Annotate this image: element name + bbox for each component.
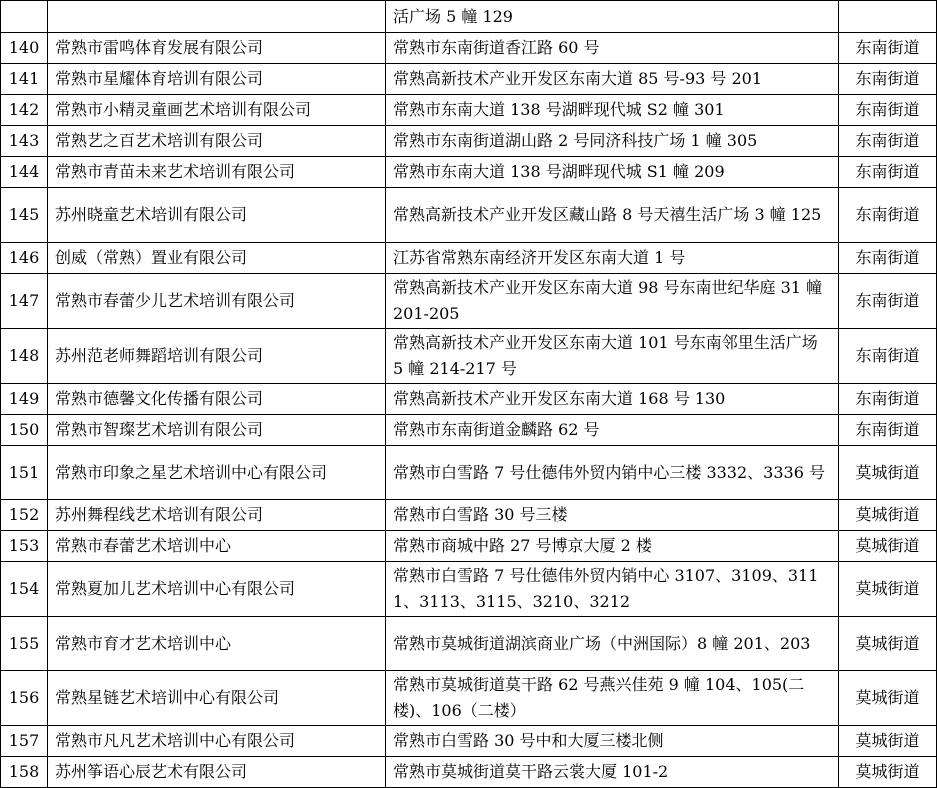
company-name: 常熟市小精灵童画艺术培训有限公司 (48, 95, 386, 126)
company-name: 创威（常熟）置业有限公司 (48, 243, 386, 274)
company-name: 常熟市凡凡艺术培训中心有限公司 (48, 726, 386, 757)
row-number: 157 (1, 726, 48, 757)
company-name: 常熟市育才艺术培训中心 (48, 617, 386, 671)
company-address: 活广场 5 幢 129 (386, 1, 839, 33)
row-number: 155 (1, 617, 48, 671)
subdistrict: 东南街道 (839, 188, 937, 243)
company-address: 常熟市商城中路 27 号博京大厦 2 楼 (386, 531, 839, 562)
subdistrict: 莫城街道 (839, 617, 937, 671)
company-address: 常熟市莫城街道莫干路云裳大厦 101-2 (386, 757, 839, 788)
row-number (1, 1, 48, 33)
row-number: 152 (1, 500, 48, 531)
row-number: 156 (1, 671, 48, 726)
subdistrict: 莫城街道 (839, 531, 937, 562)
row-number: 147 (1, 274, 48, 329)
table-row (1, 274, 937, 329)
company-address: 常熟市东南街道金麟路 62 号 (386, 415, 839, 446)
table-row (1, 64, 937, 95)
company-address: 常熟市白雪路 7 号仕德伟外贸内销中心三楼 3332、3336 号 (386, 446, 839, 500)
table-row (1, 126, 937, 157)
table-row (1, 95, 937, 126)
row-number: 142 (1, 95, 48, 126)
subdistrict: 东南街道 (839, 126, 937, 157)
subdistrict: 莫城街道 (839, 671, 937, 726)
subdistrict: 东南街道 (839, 64, 937, 95)
table-row (1, 726, 937, 757)
row-number: 144 (1, 157, 48, 188)
row-number: 150 (1, 415, 48, 446)
company-name: 常熟夏加儿艺术培训中心有限公司 (48, 562, 386, 617)
company-name: 常熟市德馨文化传播有限公司 (48, 384, 386, 415)
table-body (1, 1, 937, 788)
subdistrict: 莫城街道 (839, 562, 937, 617)
subdistrict: 莫城街道 (839, 446, 937, 500)
company-name: 苏州舞程线艺术培训有限公司 (48, 500, 386, 531)
table-row (1, 415, 937, 446)
company-name: 常熟星链艺术培训中心有限公司 (48, 671, 386, 726)
table-row (1, 33, 937, 64)
subdistrict: 东南街道 (839, 243, 937, 274)
company-name: 常熟市青苗未来艺术培训有限公司 (48, 157, 386, 188)
company-name: 常熟艺之百艺术培训有限公司 (48, 126, 386, 157)
subdistrict: 莫城街道 (839, 500, 937, 531)
company-address: 常熟市东南街道湖山路 2 号同济科技广场 1 幢 305 (386, 126, 839, 157)
table-row (1, 671, 937, 726)
subdistrict: 东南街道 (839, 384, 937, 415)
table-row (1, 384, 937, 415)
row-number: 149 (1, 384, 48, 415)
row-number: 151 (1, 446, 48, 500)
subdistrict (839, 1, 937, 33)
row-number: 148 (1, 329, 48, 384)
company-address: 常熟市白雪路 30 号三楼 (386, 500, 839, 531)
row-number: 154 (1, 562, 48, 617)
company-name: 常熟市雷鸣体育发展有限公司 (48, 33, 386, 64)
company-name: 常熟市星耀体育培训有限公司 (48, 64, 386, 95)
company-address: 常熟高新技术产业开发区东南大道 101 号东南邻里生活广场 5 幢 214-217 号 (386, 329, 839, 384)
table-row (1, 500, 937, 531)
company-address: 常熟高新技术产业开发区东南大道 168 号 130 (386, 384, 839, 415)
company-name: 苏州范老师舞蹈培训有限公司 (48, 329, 386, 384)
company-address: 常熟市东南街道香江路 60 号 (386, 33, 839, 64)
subdistrict: 东南街道 (839, 95, 937, 126)
company-name: 常熟市印象之星艺术培训中心有限公司 (48, 446, 386, 500)
company-address: 常熟市白雪路 30 号中和大厦三楼北侧 (386, 726, 839, 757)
table-row (1, 562, 937, 617)
subdistrict: 莫城街道 (839, 757, 937, 788)
row-number: 146 (1, 243, 48, 274)
subdistrict: 东南街道 (839, 33, 937, 64)
subdistrict: 东南街道 (839, 157, 937, 188)
company-address: 常熟市莫城街道莫干路 62 号燕兴佳苑 9 幢 104、105(二楼)、106（二楼） (386, 671, 839, 726)
table-row (1, 531, 937, 562)
subdistrict: 莫城街道 (839, 726, 937, 757)
company-address: 江苏省常熟东南经济开发区东南大道 1 号 (386, 243, 839, 274)
table-row (1, 243, 937, 274)
company-name (48, 1, 386, 33)
table-row (1, 757, 937, 788)
company-address: 常熟市莫城街道湖滨商业广场（中洲国际）8 幢 201、203 (386, 617, 839, 671)
subdistrict: 东南街道 (839, 274, 937, 329)
row-number: 158 (1, 757, 48, 788)
row-number: 140 (1, 33, 48, 64)
company-address: 常熟高新技术产业开发区藏山路 8 号天禧生活广场 3 幢 125 (386, 188, 839, 243)
company-name: 苏州筝语心辰艺术有限公司 (48, 757, 386, 788)
table-row (1, 188, 937, 243)
company-name: 常熟市春蕾少儿艺术培训有限公司 (48, 274, 386, 329)
company-address: 常熟市白雪路 7 号仕德伟外贸内销中心 3107、3109、3111、3113、3115、3210、3212 (386, 562, 839, 617)
company-address: 常熟市东南大道 138 号湖畔现代城 S2 幢 301 (386, 95, 839, 126)
company-address: 常熟高新技术产业开发区东南大道 98 号东南世纪华庭 31 幢 201-205 (386, 274, 839, 329)
table-row (1, 157, 937, 188)
subdistrict: 东南街道 (839, 415, 937, 446)
row-number: 145 (1, 188, 48, 243)
company-address: 常熟市东南大道 138 号湖畔现代城 S1 幢 209 (386, 157, 839, 188)
company-name: 苏州晓童艺术培训有限公司 (48, 188, 386, 243)
row-number: 143 (1, 126, 48, 157)
table-row (1, 446, 937, 500)
company-name: 常熟市春蕾艺术培训中心 (48, 531, 386, 562)
company-address: 常熟高新技术产业开发区东南大道 85 号-93 号 201 (386, 64, 839, 95)
company-name: 常熟市智璨艺术培训有限公司 (48, 415, 386, 446)
table-row (1, 329, 937, 384)
table-row (1, 1, 937, 33)
table-row (1, 617, 937, 671)
row-number: 141 (1, 64, 48, 95)
subdistrict: 东南街道 (839, 329, 937, 384)
row-number: 153 (1, 531, 48, 562)
